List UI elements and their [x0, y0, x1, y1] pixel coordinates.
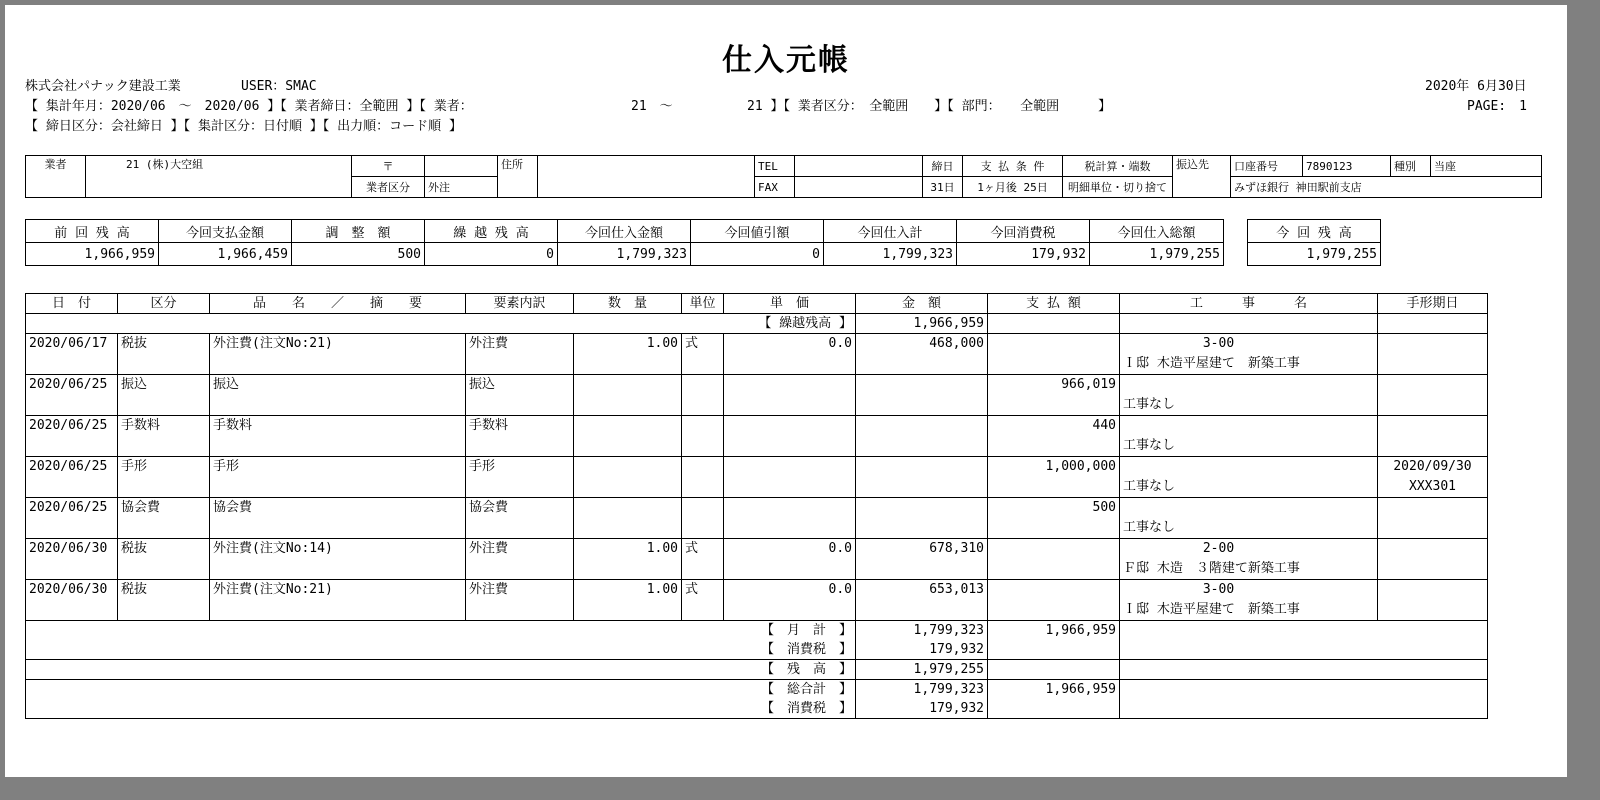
bill-number: XXX301: [1409, 479, 1456, 494]
col-item: 品 名 ／ 摘 要: [210, 294, 466, 314]
ledger-kind: 税抜: [118, 539, 210, 580]
col-element: 要素内訳: [466, 294, 574, 314]
ledger-qty: [574, 498, 682, 539]
ledger-row: [26, 416, 1488, 457]
tax-calc-value: 明細単位・切り捨て: [1063, 177, 1173, 198]
due-date: 2020/09/30: [1393, 459, 1472, 474]
ledger-element: 協会費: [466, 498, 574, 539]
transfer-label: 振込先: [1173, 156, 1231, 198]
ledger-price: [724, 498, 856, 539]
ledger-item: 外注費(注文No:21): [210, 580, 466, 621]
month-tax-label: 【 消費税 】: [26, 640, 856, 660]
ledger-item: 外注費(注文No:21): [210, 334, 466, 375]
summary-header: 今回仕入総額: [1090, 220, 1224, 243]
project-name: 工事なし: [1123, 397, 1176, 412]
ledger-amount: 468,000: [856, 334, 988, 375]
ledger-kind: 振込: [118, 375, 210, 416]
ledger-project: [1120, 375, 1378, 416]
project-name: 工事なし: [1123, 438, 1176, 453]
col-due: 手形期日: [1378, 294, 1488, 314]
summary-value: 179,932: [957, 243, 1090, 266]
fax-value: [795, 177, 923, 198]
ledger-row: [26, 334, 1488, 375]
account-value: 7890123: [1303, 156, 1391, 177]
summary-value: 1,799,323: [824, 243, 957, 266]
ledger-element: 外注費: [466, 539, 574, 580]
vendor-label: 業者: [26, 156, 86, 198]
project-code: 3-00: [1202, 582, 1235, 597]
ledger-date: 2020/06/25: [26, 498, 118, 539]
summary-value: 500: [292, 243, 425, 266]
ledger-qty: 1.00: [574, 580, 682, 621]
ledger-price: 0.0: [724, 580, 856, 621]
project-code: [1123, 457, 1374, 477]
vendor-type-label: 業者区分: [352, 177, 425, 198]
payment-value: 1ヶ月後 25日: [963, 177, 1063, 198]
col-price: 単 価: [724, 294, 856, 314]
project-name: Ｆ邸 木造 ３階建て新築工事: [1123, 561, 1300, 576]
ledger-date: 2020/06/17: [26, 334, 118, 375]
ledger-price: [724, 457, 856, 498]
ledger-price: [724, 375, 856, 416]
summary-header: 繰 越 残 高: [425, 220, 558, 243]
page-number: PAGE: 1: [1467, 99, 1527, 114]
kind-value: 当座: [1431, 156, 1542, 177]
ledger-due: [1378, 580, 1488, 621]
summary-header: 今回消費税: [957, 220, 1090, 243]
summary-header: 今回値引額: [691, 220, 824, 243]
ledger-amount: [856, 375, 988, 416]
ledger-amount: 678,310: [856, 539, 988, 580]
vendor-name: 21 (株)大空組: [86, 156, 352, 198]
summary-value: 1,966,459: [159, 243, 292, 266]
ledger-element: 手数料: [466, 416, 574, 457]
balance-total-label: 【 残 高 】: [26, 660, 856, 680]
ledger-due: [1378, 457, 1488, 498]
ledger-row: [26, 539, 1488, 580]
ledger-unit: [682, 457, 724, 498]
ledger-unit: 式: [682, 580, 724, 621]
summary-value: 1,966,959: [26, 243, 159, 266]
account-label: 口座番号: [1231, 156, 1303, 177]
ledger-project: [1120, 539, 1378, 580]
address-value: [538, 156, 755, 198]
ledger-project: [1120, 334, 1378, 375]
ledger-date: 2020/06/25: [26, 416, 118, 457]
balance-value: 1,979,255: [1248, 243, 1381, 266]
ledger-qty: [574, 416, 682, 457]
balance-header: 今 回 残 高: [1248, 220, 1381, 243]
col-kind: 区分: [118, 294, 210, 314]
ledger-item: 協会費: [210, 498, 466, 539]
month-total-pay: 1,966,959: [988, 621, 1120, 641]
summary-value: 1,799,323: [558, 243, 691, 266]
ledger-price: 0.0: [724, 334, 856, 375]
tax-calc-label: 税計算・端数: [1063, 156, 1173, 177]
ledger-qty: [574, 457, 682, 498]
ledger-amount: [856, 457, 988, 498]
postal-label: 〒: [352, 156, 425, 177]
ledger-payment: [988, 580, 1120, 621]
month-tax-amount: 179,932: [856, 640, 988, 660]
ledger-due: [1378, 334, 1488, 375]
ledger-amount: [856, 498, 988, 539]
project-name: Ｉ邸 木造平屋建て 新築工事: [1123, 356, 1300, 371]
summary-header: 今回仕入計: [824, 220, 957, 243]
project-name: Ｉ邸 木造平屋建て 新築工事: [1123, 602, 1300, 617]
ledger-row: [26, 498, 1488, 539]
tel-value: [795, 156, 923, 177]
ledger-item: 手形: [210, 457, 466, 498]
ledger-due: [1378, 416, 1488, 457]
project-code: [1123, 375, 1374, 395]
ledger-date: 2020/06/25: [26, 375, 118, 416]
closing-label: 締日: [923, 156, 963, 177]
grand-tax-amount: 179,932: [856, 699, 988, 719]
vendor-info-table: [25, 155, 1542, 198]
filter-line-a: 【 集計年月：2020/06 ～ 2020/06 】【 業者締日：全範囲 】【 業者：: [25, 99, 473, 114]
carry-value: 1,966,959: [856, 314, 988, 334]
ledger-item: 手数料: [210, 416, 466, 457]
summary-value: 0: [425, 243, 558, 266]
ledger-kind: 協会費: [118, 498, 210, 539]
ledger-payment: 440: [988, 416, 1120, 457]
project-name: 工事なし: [1123, 520, 1176, 535]
filter-line-c: 21 】【 業者区分： 全範囲 】【 部門： 全範囲 】: [747, 99, 1112, 114]
ledger-due: [1378, 375, 1488, 416]
vendor-type-value: 外注: [425, 177, 498, 198]
ledger-unit: 式: [682, 334, 724, 375]
grand-total-pay: 1,966,959: [988, 680, 1120, 700]
ledger-price: [724, 416, 856, 457]
month-total-label: 【 月 計 】: [26, 621, 856, 641]
ledger-page: [5, 5, 1567, 777]
project-code: 2-00: [1202, 541, 1235, 556]
ledger-unit: [682, 498, 724, 539]
grand-tax-label: 【 消費税 】: [26, 699, 856, 719]
summary-header: 今回仕入金額: [558, 220, 691, 243]
summary-value: 0: [691, 243, 824, 266]
ledger-unit: [682, 375, 724, 416]
ledger-qty: 1.00: [574, 539, 682, 580]
month-total-amount: 1,799,323: [856, 621, 988, 641]
ledger-due: [1378, 498, 1488, 539]
summary-header: 前 回 残 高: [26, 220, 159, 243]
bank-value: みずほ銀行 神田駅前支店: [1231, 177, 1542, 198]
filter-line-3: 【 締日区分：会社締日 】【 集計区分：日付順 】【 出力順：コード順 】: [25, 119, 462, 134]
col-project: 工 事 名: [1120, 294, 1378, 314]
fax-label: FAX: [755, 177, 795, 198]
user-label: USER：SMAC: [241, 79, 317, 94]
ledger-price: 0.0: [724, 539, 856, 580]
project-code: [1123, 416, 1374, 436]
ledger-kind: 手形: [118, 457, 210, 498]
ledger-kind: 手数料: [118, 416, 210, 457]
address-label: 住所: [498, 156, 538, 198]
ledger-amount: 653,013: [856, 580, 988, 621]
summary-table: [25, 219, 1224, 266]
project-code: 3-00: [1202, 336, 1235, 351]
carry-label: 【 繰越残高 】: [26, 314, 856, 334]
ledger-amount: [856, 416, 988, 457]
ledger-payment: 1,000,000: [988, 457, 1120, 498]
report-date: 2020年 6月30日: [1425, 79, 1527, 94]
ledger-payment: 966,019: [988, 375, 1120, 416]
ledger-payment: 500: [988, 498, 1120, 539]
ledger-date: 2020/06/30: [26, 580, 118, 621]
closing-value: 31日: [923, 177, 963, 198]
ledger-qty: [574, 375, 682, 416]
summary-header: 調 整 額: [292, 220, 425, 243]
ledger-row: [26, 375, 1488, 416]
ledger-element: 外注費: [466, 334, 574, 375]
col-payment: 支 払 額: [988, 294, 1120, 314]
filter-line-b: 21 ～: [631, 99, 673, 114]
ledger-row: [26, 580, 1488, 621]
ledger-element: 外注費: [466, 580, 574, 621]
ledger-kind: 税抜: [118, 334, 210, 375]
grand-total-amount: 1,799,323: [856, 680, 988, 700]
ledger-table: [25, 293, 1488, 719]
grand-total-label: 【 総合計 】: [26, 680, 856, 700]
ledger-project: [1120, 416, 1378, 457]
tel-label: TEL: [755, 156, 795, 177]
ledger-unit: 式: [682, 539, 724, 580]
ledger-item: 振込: [210, 375, 466, 416]
summary-header: 今回支払金額: [159, 220, 292, 243]
ledger-project: [1120, 498, 1378, 539]
summary-value: 1,979,255: [1090, 243, 1224, 266]
ledger-payment: [988, 334, 1120, 375]
balance-total-amount: 1,979,255: [856, 660, 988, 680]
ledger-item: 外注費(注文No:14): [210, 539, 466, 580]
ledger-due: [1378, 539, 1488, 580]
col-amount: 金 額: [856, 294, 988, 314]
ledger-unit: [682, 416, 724, 457]
ledger-date: 2020/06/25: [26, 457, 118, 498]
payment-label: 支 払 条 件: [963, 156, 1063, 177]
postal-value: [425, 156, 498, 177]
col-unit: 単位: [682, 294, 724, 314]
project-name: 工事なし: [1123, 479, 1176, 494]
ledger-element: 手形: [466, 457, 574, 498]
ledger-row: [26, 457, 1488, 498]
kind-label: 種別: [1391, 156, 1431, 177]
ledger-element: 振込: [466, 375, 574, 416]
ledger-qty: 1.00: [574, 334, 682, 375]
balance-table: [1247, 219, 1381, 266]
col-qty: 数 量: [574, 294, 682, 314]
page-title: 仕入元帳: [722, 43, 850, 78]
ledger-project: [1120, 457, 1378, 498]
project-code: [1123, 498, 1374, 518]
ledger-payment: [988, 539, 1120, 580]
ledger-date: 2020/06/30: [26, 539, 118, 580]
col-date: 日 付: [26, 294, 118, 314]
company-name: 株式会社パナック建設工業: [25, 79, 181, 94]
ledger-kind: 税抜: [118, 580, 210, 621]
ledger-project: [1120, 580, 1378, 621]
